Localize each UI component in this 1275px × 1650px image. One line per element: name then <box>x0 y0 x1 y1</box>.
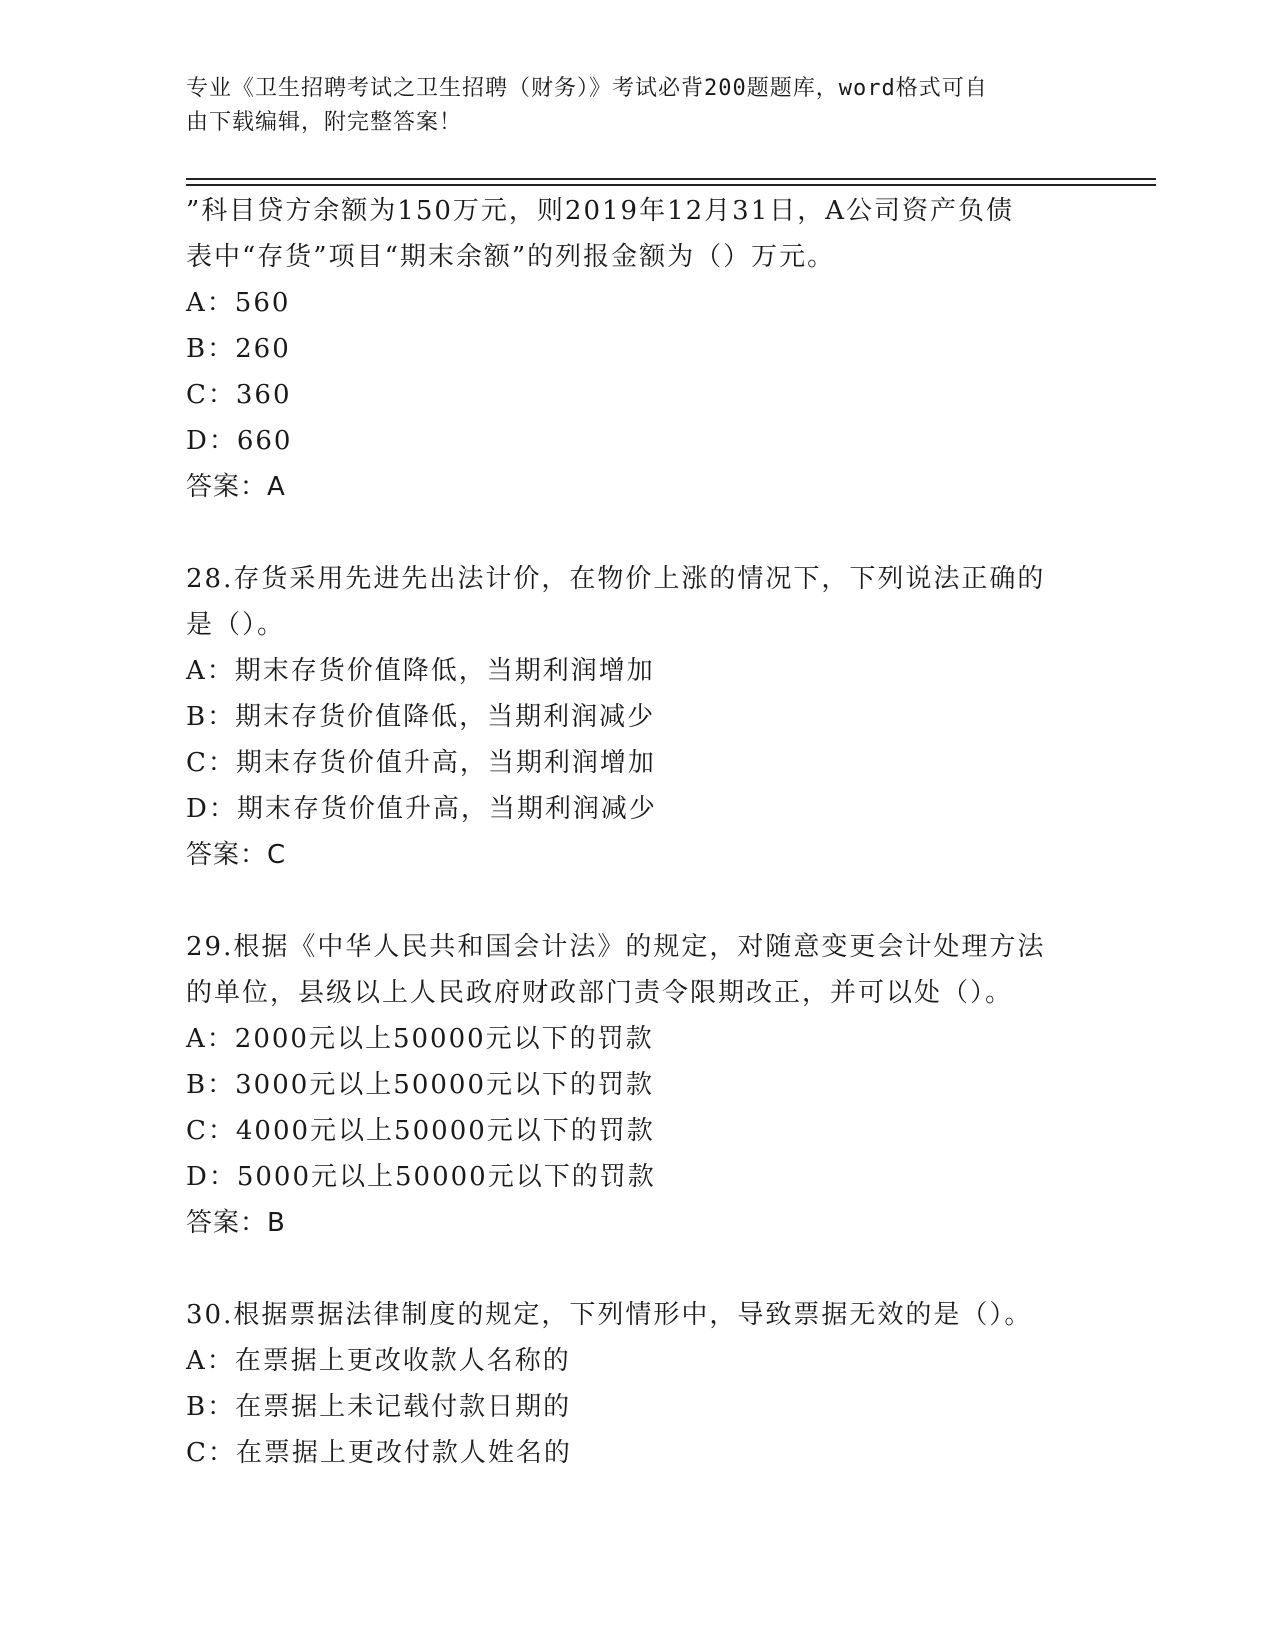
question-text-line: 28.存货采用先进先出法计价，在物价上涨的情况下，下列说法正确的 <box>186 564 1046 594</box>
answer: 答案：C <box>186 840 287 870</box>
answer: 答案：A <box>186 472 286 502</box>
question-28 <box>186 556 1086 878</box>
question-30 <box>186 1292 1086 1476</box>
option-c: C：4000元以上50000元以下的罚款 <box>186 1116 655 1146</box>
header-divider-top <box>186 178 1156 180</box>
spacer <box>186 1246 1086 1292</box>
question-text-line: 表中“存货”项目“期末余额”的列报金额为（）万元。 <box>186 242 836 272</box>
header-divider-bottom <box>186 184 1156 186</box>
option-b: B：260 <box>186 334 291 364</box>
option-d: D：660 <box>186 426 293 456</box>
option-b: B：3000元以上50000元以下的罚款 <box>186 1070 654 1100</box>
header-line-1: 专业《卫生招聘考试之卫生招聘（财务）》考试必背200题题库，word格式可自 <box>186 76 988 101</box>
option-c: C：360 <box>186 380 292 410</box>
question-27 <box>186 188 1086 510</box>
option-c: C：在票据上更改付款人姓名的 <box>186 1438 572 1468</box>
option-b: B：期末存货价值降低，当期利润减少 <box>186 702 656 732</box>
option-b: B：在票据上未记载付款日期的 <box>186 1392 572 1422</box>
option-a: A：2000元以上50000元以下的罚款 <box>186 1024 654 1054</box>
question-text-line: ”科目贷方余额为150万元，则2019年12月31日，A公司资产负债 <box>186 196 1015 226</box>
header-line-2: 由下载编辑，附完整答案！ <box>186 110 463 135</box>
spacer <box>186 510 1086 556</box>
document-header <box>186 72 1066 140</box>
question-text-line: 29.根据《中华人民共和国会计法》的规定，对随意变更会计处理方法 <box>186 932 1046 962</box>
option-d: D：5000元以上50000元以下的罚款 <box>186 1162 656 1192</box>
question-text-line: 是（）。 <box>186 610 286 640</box>
answer: 答案：B <box>186 1208 286 1238</box>
option-d: D：期末存货价值升高，当期利润减少 <box>186 794 657 824</box>
question-list <box>186 188 1086 1476</box>
question-text-line: 的单位，县级以上人民政府财政部门责令限期改正，并可以处（）。 <box>186 978 1014 1008</box>
spacer <box>186 878 1086 924</box>
option-a: A：560 <box>186 288 291 318</box>
option-a: A：期末存货价值降低，当期利润增加 <box>186 656 655 686</box>
option-a: A：在票据上更改收款人名称的 <box>186 1346 571 1376</box>
question-29 <box>186 924 1086 1246</box>
option-c: C：期末存货价值升高，当期利润增加 <box>186 748 656 778</box>
question-text-line: 30.根据票据法律制度的规定，下列情形中，导致票据无效的是（）。 <box>186 1300 1033 1330</box>
